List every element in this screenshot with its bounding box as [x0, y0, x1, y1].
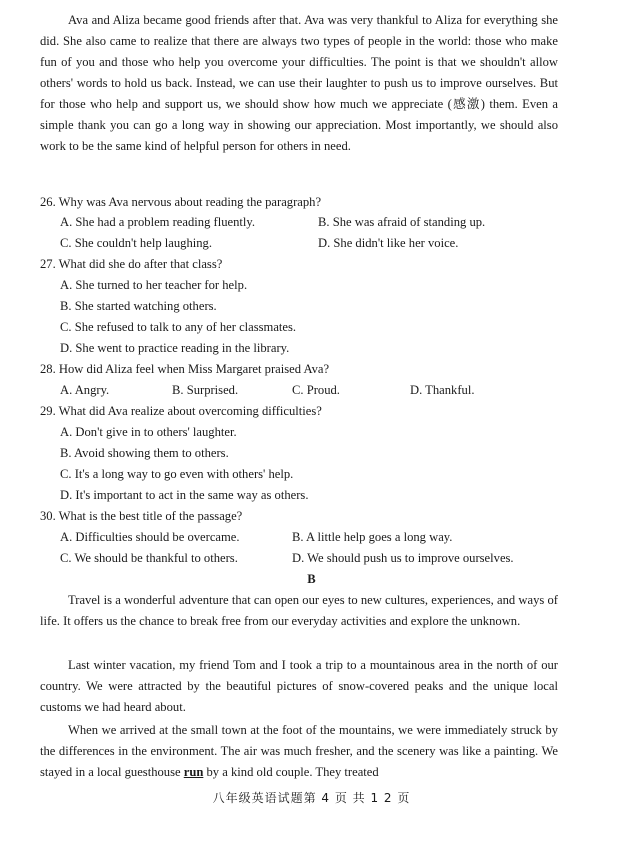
question-29-stem: 29. What did Ava realize about overcoming difficulties? — [40, 404, 322, 418]
question-26-stem: 26. Why was Ava nervous about reading the paragraph? — [40, 195, 322, 209]
question-28-option-b[interactable]: B. Surprised. — [172, 383, 239, 397]
question-30-stem: 30. What is the best title of the passage? — [40, 509, 243, 523]
section-b-title: B — [307, 572, 316, 586]
page-footer: 八年级英语试题第 4 页 共 1 2 页 — [212, 791, 411, 805]
passage-b-paragraph-2: Last winter vacation, my friend Tom and I took a trip to a mountainous area in the north of our country. We were attracted by the beautiful pictures of snow-covered peaks and the unique local customs we had heard about. — [40, 658, 558, 714]
passage-a-ending: Ava and Aliza became good friends after that. Ava was very thankful to Aliza for everything she did. She also came to realize that there are always two types of people in the world: those who make fun of you and those who help you overcome your difficulties. The point is that we shouldn't allow others' words to hold us back. Instead, we can use their laughter to push us to improve ourselves. But for those who help and support us, we should show how much we appreciate (感激) them. Even a simple thank you can go a long way in showing our appreciation. Most importantly, we should also work to be the same kind of helpful person for others in need. — [40, 13, 558, 153]
question-28-option-a[interactable]: A. Angry. — [60, 383, 110, 397]
question-28-stem: 28. How did Aliza feel when Miss Margaret praised Ava? — [40, 362, 330, 376]
question-30-option-a[interactable]: A. Difficulties should be overcame. — [60, 530, 240, 544]
question-29-option-b[interactable]: B. Avoid showing them to others. — [60, 446, 229, 460]
question-29-option-a[interactable]: A. Don't give in to others' laughter. — [60, 425, 237, 439]
passage-b-paragraph-3 — [40, 720, 558, 783]
question-30-option-c[interactable]: C. We should be thankful to others. — [60, 551, 238, 565]
question-27-option-a[interactable]: A. She turned to her teacher for help. — [60, 278, 248, 292]
question-27-stem: 27. What did she do after that class? — [40, 257, 223, 271]
question-27-option-c[interactable]: C. She refused to talk to any of her classmates. — [60, 320, 297, 334]
question-28-option-d[interactable]: D. Thankful. — [410, 383, 475, 397]
question-30-option-d[interactable]: D. We should push us to improve ourselves. — [292, 551, 514, 565]
question-27-option-d[interactable]: D. She went to practice reading in the library. — [60, 341, 290, 355]
question-27-option-b[interactable]: B. She started watching others. — [60, 299, 217, 313]
question-29-option-d[interactable]: D. It's important to act in the same way as others. — [60, 488, 309, 502]
question-29-option-c[interactable]: C. It's a long way to go even with others' help. — [60, 467, 294, 481]
underlined-word-run: run — [183, 765, 204, 779]
question-30-option-b[interactable]: B. A little help goes a long way. — [292, 530, 453, 544]
question-26-option-b[interactable]: B. She was afraid of standing up. — [318, 215, 486, 229]
question-28-option-c[interactable]: C. Proud. — [292, 383, 340, 397]
passage-b-paragraph-3-text-before: When we arrived at the small town at the foot of the mountains, we were immediately struck by the differences in the environment. The air was much fresher, and the scenery was like a painting. We stayed in a local guesthouse — [40, 723, 558, 779]
passage-b-paragraph-1: Travel is a wonderful adventure that can open our eyes to new cultures, experiences, and ways of life. It offers us the chance to break free from our everyday activities and explore the unknown. — [40, 593, 558, 628]
question-26-option-d[interactable]: D. She didn't like her voice. — [318, 236, 459, 250]
question-26-option-c[interactable]: C. She couldn't help laughing. — [60, 236, 212, 250]
passage-b-paragraph-3-text-after: by a kind old couple. They treated — [203, 765, 379, 779]
question-26-option-a[interactable]: A. She had a problem reading fluently. — [60, 215, 256, 229]
